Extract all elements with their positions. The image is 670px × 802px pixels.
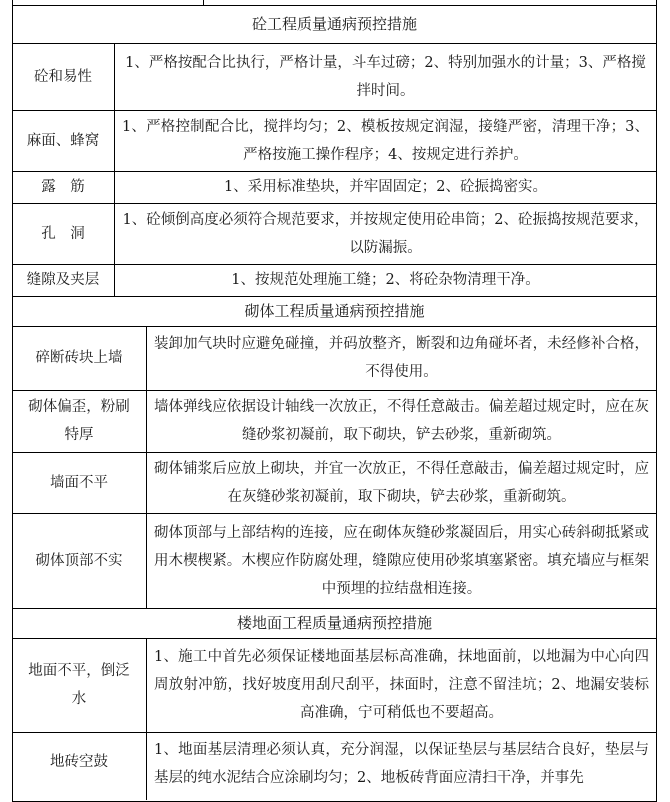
row-text: 1、严格控制配合比，搅拌均匀；2、模板按规定润湿，接缝严密，清理干净；3、严格按施工操作程序；4、按规定进行养护。 xyxy=(122,118,649,163)
row-label: 麻面、蜂窝 xyxy=(26,132,100,149)
section-title-masonry: 砌体工程质量通病预控措施 xyxy=(244,302,425,320)
section-title-floor: 楼地面工程质量通病预控措施 xyxy=(236,614,432,632)
row-text: 1、采用标准垫块，并牢固固定；2、砼振捣密实。 xyxy=(224,179,547,195)
section-title-concrete: 砼工程质量通病预控措施 xyxy=(251,15,417,33)
row-label: 砼和易性 xyxy=(34,68,92,85)
row-text: 1、施工中首先必须保证楼地面基层标高准确，抹地面前，以地漏为中心向四周放射冲筋，找好坡度用刮尺刮平，抹面时，注意不留洼坑；2、地漏安装标高准确，宁可稍低也不要超高。 xyxy=(154,649,649,721)
row-text: 装卸加气块时应避免碰撞，并码放整齐，断裂和边角碰坏者，未经修补合格，不得使用。 xyxy=(154,336,649,380)
row-label: 地砖空鼓 xyxy=(50,754,108,770)
row-label: 墙面不平 xyxy=(50,474,108,491)
row-label: 地面不平，倒泛水 xyxy=(28,663,130,707)
row-text: 1、严格按配合比执行，严格计量，斗车过磅；2、特别加强水的计量；3、严格搅拌时间。 xyxy=(125,54,646,99)
row-label: 露 筋 xyxy=(41,179,85,195)
row-label: 砌体顶部不实 xyxy=(35,552,123,569)
row-text: 砌体顶部与上部结构的连接，应在砌体灰缝砂浆凝固后，用实心砖斜砌抵紧或用木楔楔紧。木楔应作防腐处理，缝隙应使用砂浆填塞紧密。填充墙应与框架中预埋的拉结盘相连接。 xyxy=(154,524,649,597)
row-text: 砌体铺浆后应放上砌块，并宜一次放正，不得任意敲击，偏差超过规定时，应在灰缝砂浆初凝前，取下砌块，铲去砂浆，重新砌筑。 xyxy=(154,460,649,505)
row-label: 孔 洞 xyxy=(41,225,85,242)
row-text: 1、按规范处理施工缝；2、将砼杂物清理干净。 xyxy=(231,272,540,288)
row-label: 缝隙及夹层 xyxy=(26,272,100,288)
row-text: 1、砼倾倒高度必须符合规范要求，并按规定使用砼串筒；2、砼振捣按规范要求，以防漏振。 xyxy=(122,211,649,256)
row-text: 1、地面基层清理必须认真，充分润湿，以保证垫层与基层结合良好，垫层与基层的纯水泥结合应涂刷均匀；2、地板砖背面应清扫干净，并事先 xyxy=(154,742,649,786)
row-text: 墙体弹线应依据设计轴线一次放正，不得任意敲击。偏差超过规定时，应在灰缝砂浆初凝前，取下砌块，铲去砂浆，重新砌筑。 xyxy=(154,399,649,443)
row-label: 碎断砖块上墙 xyxy=(35,350,123,366)
row-label: 砌体偏歪，粉刷特厚 xyxy=(28,399,130,443)
